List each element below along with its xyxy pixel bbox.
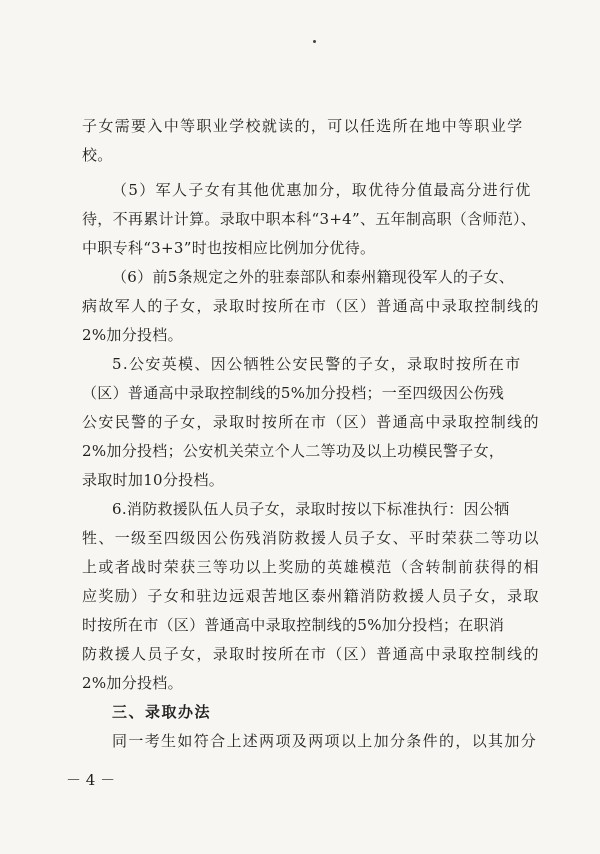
text-line: 公安民警的子女，录取时按所在市（区）普通高中录取控制线的 <box>82 413 540 431</box>
text-line: 牲、一级至四级因公伤残消防救援人员子女、平时荣获二等功以 <box>82 529 540 547</box>
text-line: 时按所在市（区）普通高中录取控制线的5%加分投档；在职消 <box>82 616 505 634</box>
text-line: 防救援人员子女，录取时按所在市（区）普通高中录取控制线的 <box>82 645 540 663</box>
text-line: 2%加分投档。 <box>82 326 183 344</box>
text-line: 5.公安英模、因公牺牲公安民警的子女，录取时按所在市 <box>112 355 522 373</box>
text-line: 中职专科“3+3”时也按相应比例加分优待。 <box>82 239 376 257</box>
text-line: 录取时加10分投档。 <box>82 471 225 489</box>
text-line: 校。 <box>82 146 113 164</box>
text-line: （6）前5条规定之外的驻泰部队和泰州籍现役军人的子女、 <box>112 268 515 286</box>
text-line: （区）普通高中录取控制线的5%加分投档；一至四级因公伤残 <box>82 384 505 402</box>
text-line: 病故军人的子女，录取时按所在市（区）普通高中录取控制线的 <box>82 297 540 315</box>
section-heading: 三、录取办法 <box>112 703 212 721</box>
text-line: 2%加分投档；公安机关荣立个人二等功及以上功模民警子女， <box>82 442 505 460</box>
text-line: 子女需要入中等职业学校就读的，可以任选所在地中等职业学 <box>82 117 524 135</box>
text-line: 6.消防救援队伍人员子女，录取时按以下标准执行：因公牺 <box>112 500 510 518</box>
text-line: 2%加分投档。 <box>82 674 183 692</box>
scan-mark <box>313 40 316 43</box>
text-line: 待，不再累计计算。录取中职本科“3+4”、五年制高职（含师范）、 <box>82 210 537 228</box>
text-line: 上或者战时荣获三等功以上奖励的英雄模范（含转制前获得的相 <box>82 558 540 576</box>
text-line: （5）军人子女有其他优惠加分，取优待分值最高分进行优 <box>112 181 532 199</box>
page-number: － 4 － <box>66 771 116 789</box>
text-line: 应奖励）子女和驻边远艰苦地区泰州籍消防救援人员子女，录取 <box>82 587 540 605</box>
text-line: 同一考生如符合上述两项及两项以上加分条件的，以其加分 <box>112 732 538 750</box>
